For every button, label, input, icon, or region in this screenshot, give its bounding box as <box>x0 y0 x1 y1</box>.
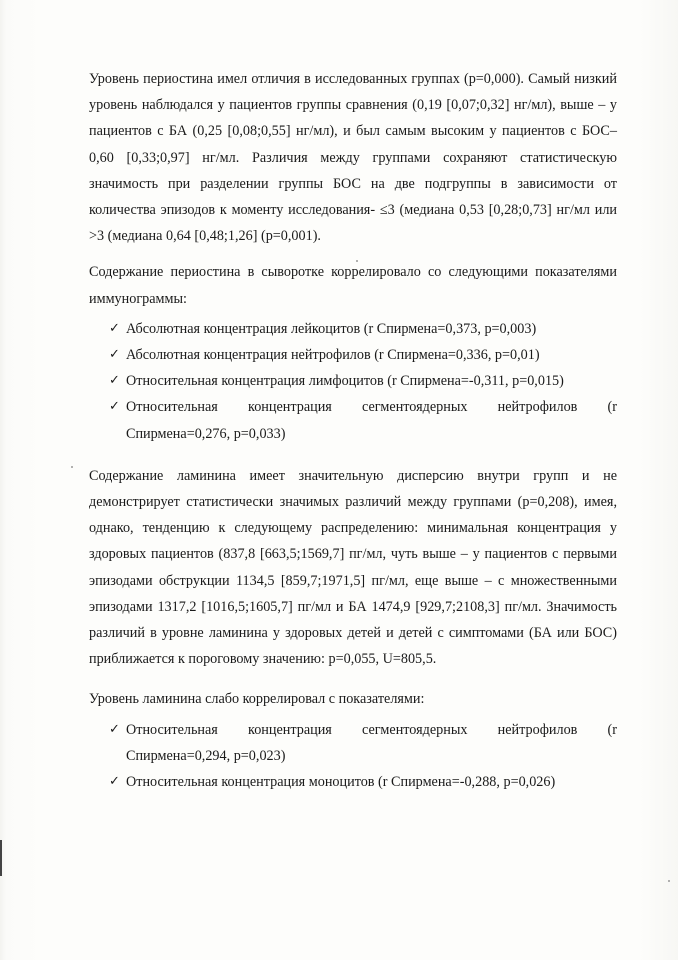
check-icon: ✓ <box>109 373 120 389</box>
list-item: ✓ Относительная концентрация сегментоядерных нейтрофилов (r Спирмена=0,276, р=0,033) <box>89 394 617 446</box>
list-item: ✓ Относительная концентрация сегментоядерных нейтрофилов (r Спирмена=0,294, р=0,023) <box>89 717 617 769</box>
check-icon: ✓ <box>109 399 120 415</box>
check-icon: ✓ <box>109 347 120 363</box>
scan-speck <box>668 880 670 882</box>
document-body <box>89 66 617 803</box>
scan-speck <box>356 260 358 262</box>
check-icon: ✓ <box>109 320 120 336</box>
list-item: ✓ Абсолютная концентрация нейтрофилов (r Спирмена=0,336, р=0,01) <box>89 342 617 368</box>
check-icon: ✓ <box>109 774 120 790</box>
list-item: ✓ Относительная концентрация моноцитов (r Спирмена=-0,288, р=0,026) <box>89 769 617 795</box>
paragraph-periostin-correlation-intro: Содержание периостина в сыворотке коррелировало со следующими показателями иммунограммы: <box>89 264 617 307</box>
laminin-correlation-list <box>89 717 617 796</box>
paragraph-periostin-levels: Уровень периостина имел отличия в исследованных группах (р=0,000). Самый низкий уровень наблюдался у пациентов группы сравнения (0,19 [0,07;0,32] нг/мл), выше – у пациентов с БА (0,25 [0,08;0,55] нг/мл), и был самым высоким у пациентов с БОС– 0,60 [0,33;0,97] нг/мл. Различия между группами сохраняют статистическую значимость при разделении группы БОС на две подгруппы в зависимости от количества эпизодов к моменту исследования- ≤3 (медиана 0,53 [0,28;0,73] нг/мл или >3 (медиана 0,64 [0,48;1,26] (р=0,001). <box>89 71 617 245</box>
list-item: ✓ Абсолютная концентрация лейкоцитов (r Спирмена=0,373, р=0,003) <box>89 316 617 342</box>
paragraph-laminin-levels: Содержание ламинина имеет значительную дисперсию внутри групп и не демонстрирует статистически значимых различий между группами (р=0,208), имея, однако, тенденцию к следующему распределению: минимальная концентрация у здоровых пациентов (837,8 [663,5;1569,7] пг/мл, чуть выше – у пациентов с первыми эпизодами обструкции 1134,5 [859,7;1971,5] пг/мл, еще выше – с множественными эпизодами 1317,2 [1016,5;1605,7] пг/мл и БА 1474,9 [929,7;2108,3] пг/мл. Значимость различий в уровне ламинина у здоровых детей и детей с симптомами (БА или БОС) приближается к пороговому значению: р=0,055, U=805,5. <box>89 467 617 668</box>
scan-edge-mark <box>0 840 2 876</box>
periostin-correlation-list <box>89 316 617 447</box>
check-icon: ✓ <box>109 721 120 737</box>
paragraph-laminin-correlation-intro: Уровень ламинина слабо коррелировал с показателями: <box>89 691 425 708</box>
list-item: ✓ Относительная концентрация лимфоцитов (r Спирмена=-0,311, р=0,015) <box>89 368 617 394</box>
scan-speck <box>71 466 73 468</box>
